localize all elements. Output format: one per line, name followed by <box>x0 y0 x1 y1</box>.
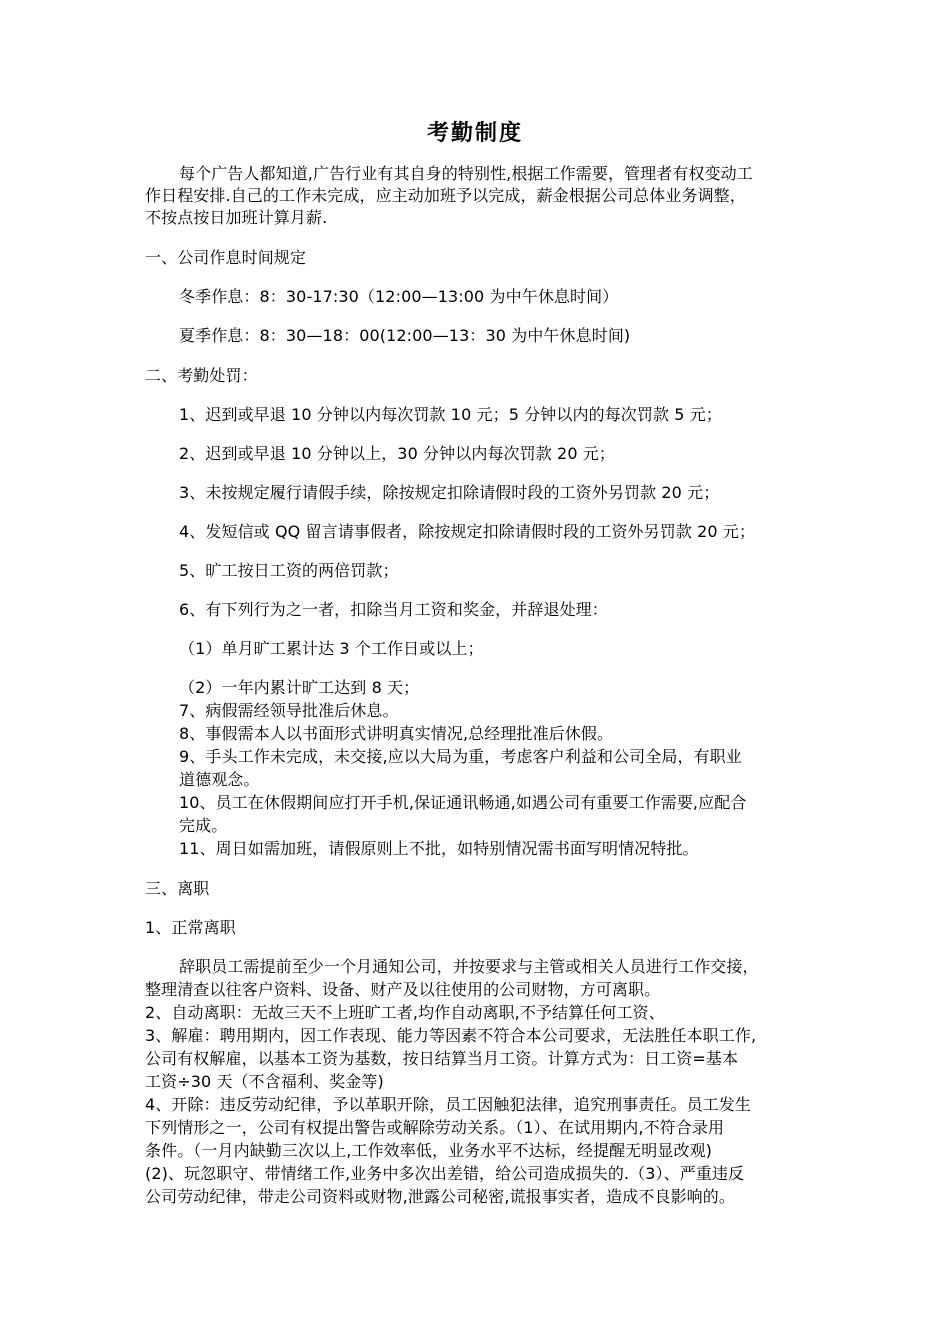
penalty-item-5: 5、旷工按日工资的两倍罚款； <box>179 561 399 580</box>
resignation-line-2: 整理清查以往客户资料、设备、财产及以往使用的公司财物，方可离职。 <box>145 980 661 999</box>
penalty-item-11: 11、周日如需加班，请假原则上不批，如特别情况需书面写明情况特批。 <box>179 839 699 858</box>
penalty-subitem-1: （1）单月旷工累计达 3 个工作日或以上； <box>179 639 484 658</box>
penalty-item-6: 6、有下列行为之一者，扣除当月工资和奖金，并辞退处理： <box>179 600 608 619</box>
penalty-item-4: 4、发短信或 QQ 留言请事假者，除按规定扣除请假时段的工资外另罚款 20 元； <box>179 522 756 541</box>
penalty-item-7: 7、病假需经领导批准后休息。 <box>179 701 399 720</box>
dismissal-line-2: 公司有权解雇，以基本工资为基数，按日结算当月工资。计算方式为：日工资=基本 <box>145 1049 739 1068</box>
penalty-item-8: 8、事假需本人以书面形式讲明真实情况,总经理批准后休假。 <box>179 724 614 743</box>
document-title: 考勤制度 <box>426 120 523 146</box>
section-heading-3: 三、离职 <box>145 879 210 898</box>
dismissal-line-3: 工资÷30 天（不含福利、奖金等) <box>145 1072 384 1091</box>
penalty-item-3: 3、未按规定履行请假手续，除按规定扣除请假时段的工资外另罚款 20 元； <box>179 483 720 502</box>
expulsion-line-2: 下列情形之一，公司有权提出警告或解除劳动关系。（1）、在试用期内,不符合录用 <box>145 1118 725 1137</box>
expulsion-line-5: 公司劳动纪律，带走公司资料或财物,泄露公司秘密,谎报事实者，造成不良影响的。 <box>145 1187 735 1206</box>
penalty-item-10-line-1: 10、员工在休假期间应打开手机,保证通讯畅通,如遇公司有重要工作需要,应配合 <box>179 793 747 812</box>
dismissal-line-1: 3、解雇：聘用期内，因工作表现、能力等因素不符合本公司要求，无法胜任本职工作, <box>145 1026 757 1045</box>
resignation-normal-heading: 1、正常离职 <box>145 918 236 937</box>
intro-line-1: 每个广告人都知道,广告行业有其自身的特别性,根据工作需要，管理者有权变动工 <box>179 164 753 183</box>
expulsion-line-1: 4、开除：违反劳动纪律，予以革职开除，员工因触犯法律，追究刑事责任。员工发生 <box>145 1095 751 1114</box>
penalty-item-9-line-1: 9、手头工作未完成，未交接,应以大局为重，考虑客户利益和公司全局，有职业 <box>179 747 742 766</box>
expulsion-line-3: 条件。（一月内缺勤三次以上,工作效率低，业务水平不达标，经提醒无明显改观) <box>145 1141 713 1160</box>
winter-schedule: 冬季作息：8：30-17:30（12:00—13:00 为中午休息时间） <box>179 287 619 306</box>
auto-resignation: 2、自动离职：无故三天不上班旷工者,均作自动离职,不予结算任何工资、 <box>145 1003 665 1022</box>
intro-line-2: 作日程安排.自己的工作未完成，应主动加班予以完成，薪金根据公司总体业务调整， <box>145 186 746 205</box>
section-heading-2: 二、考勤处罚： <box>145 366 258 385</box>
section-heading-1: 一、公司作息时间规定 <box>145 248 307 267</box>
resignation-line-1: 辞职员工需提前至少一个月通知公司，并按要求与主管或相关人员进行工作交接， <box>179 957 759 976</box>
penalty-subitem-2: （2）一年内累计旷工达到 8 天； <box>179 678 420 697</box>
penalty-item-9-line-2: 道德观念。 <box>179 770 260 789</box>
intro-line-3: 不按点按日加班计算月薪. <box>145 208 328 227</box>
penalty-item-2: 2、迟到或早退 10 分钟以上，30 分钟以内每次罚款 20 元； <box>179 444 615 463</box>
expulsion-line-4: (2)、玩忽职守、带情绪工作,业务中多次出差错，给公司造成损失的.（3）、严重违反 <box>145 1164 745 1183</box>
penalty-item-10-line-2: 完成。 <box>179 816 228 835</box>
penalty-item-1: 1、迟到或早退 10 分钟以内每次罚款 10 元；5 分钟以内的每次罚款 5 元； <box>179 405 722 424</box>
summer-schedule: 夏季作息：8：30—18：00(12:00—13：30 为中午休息时间) <box>179 326 631 345</box>
